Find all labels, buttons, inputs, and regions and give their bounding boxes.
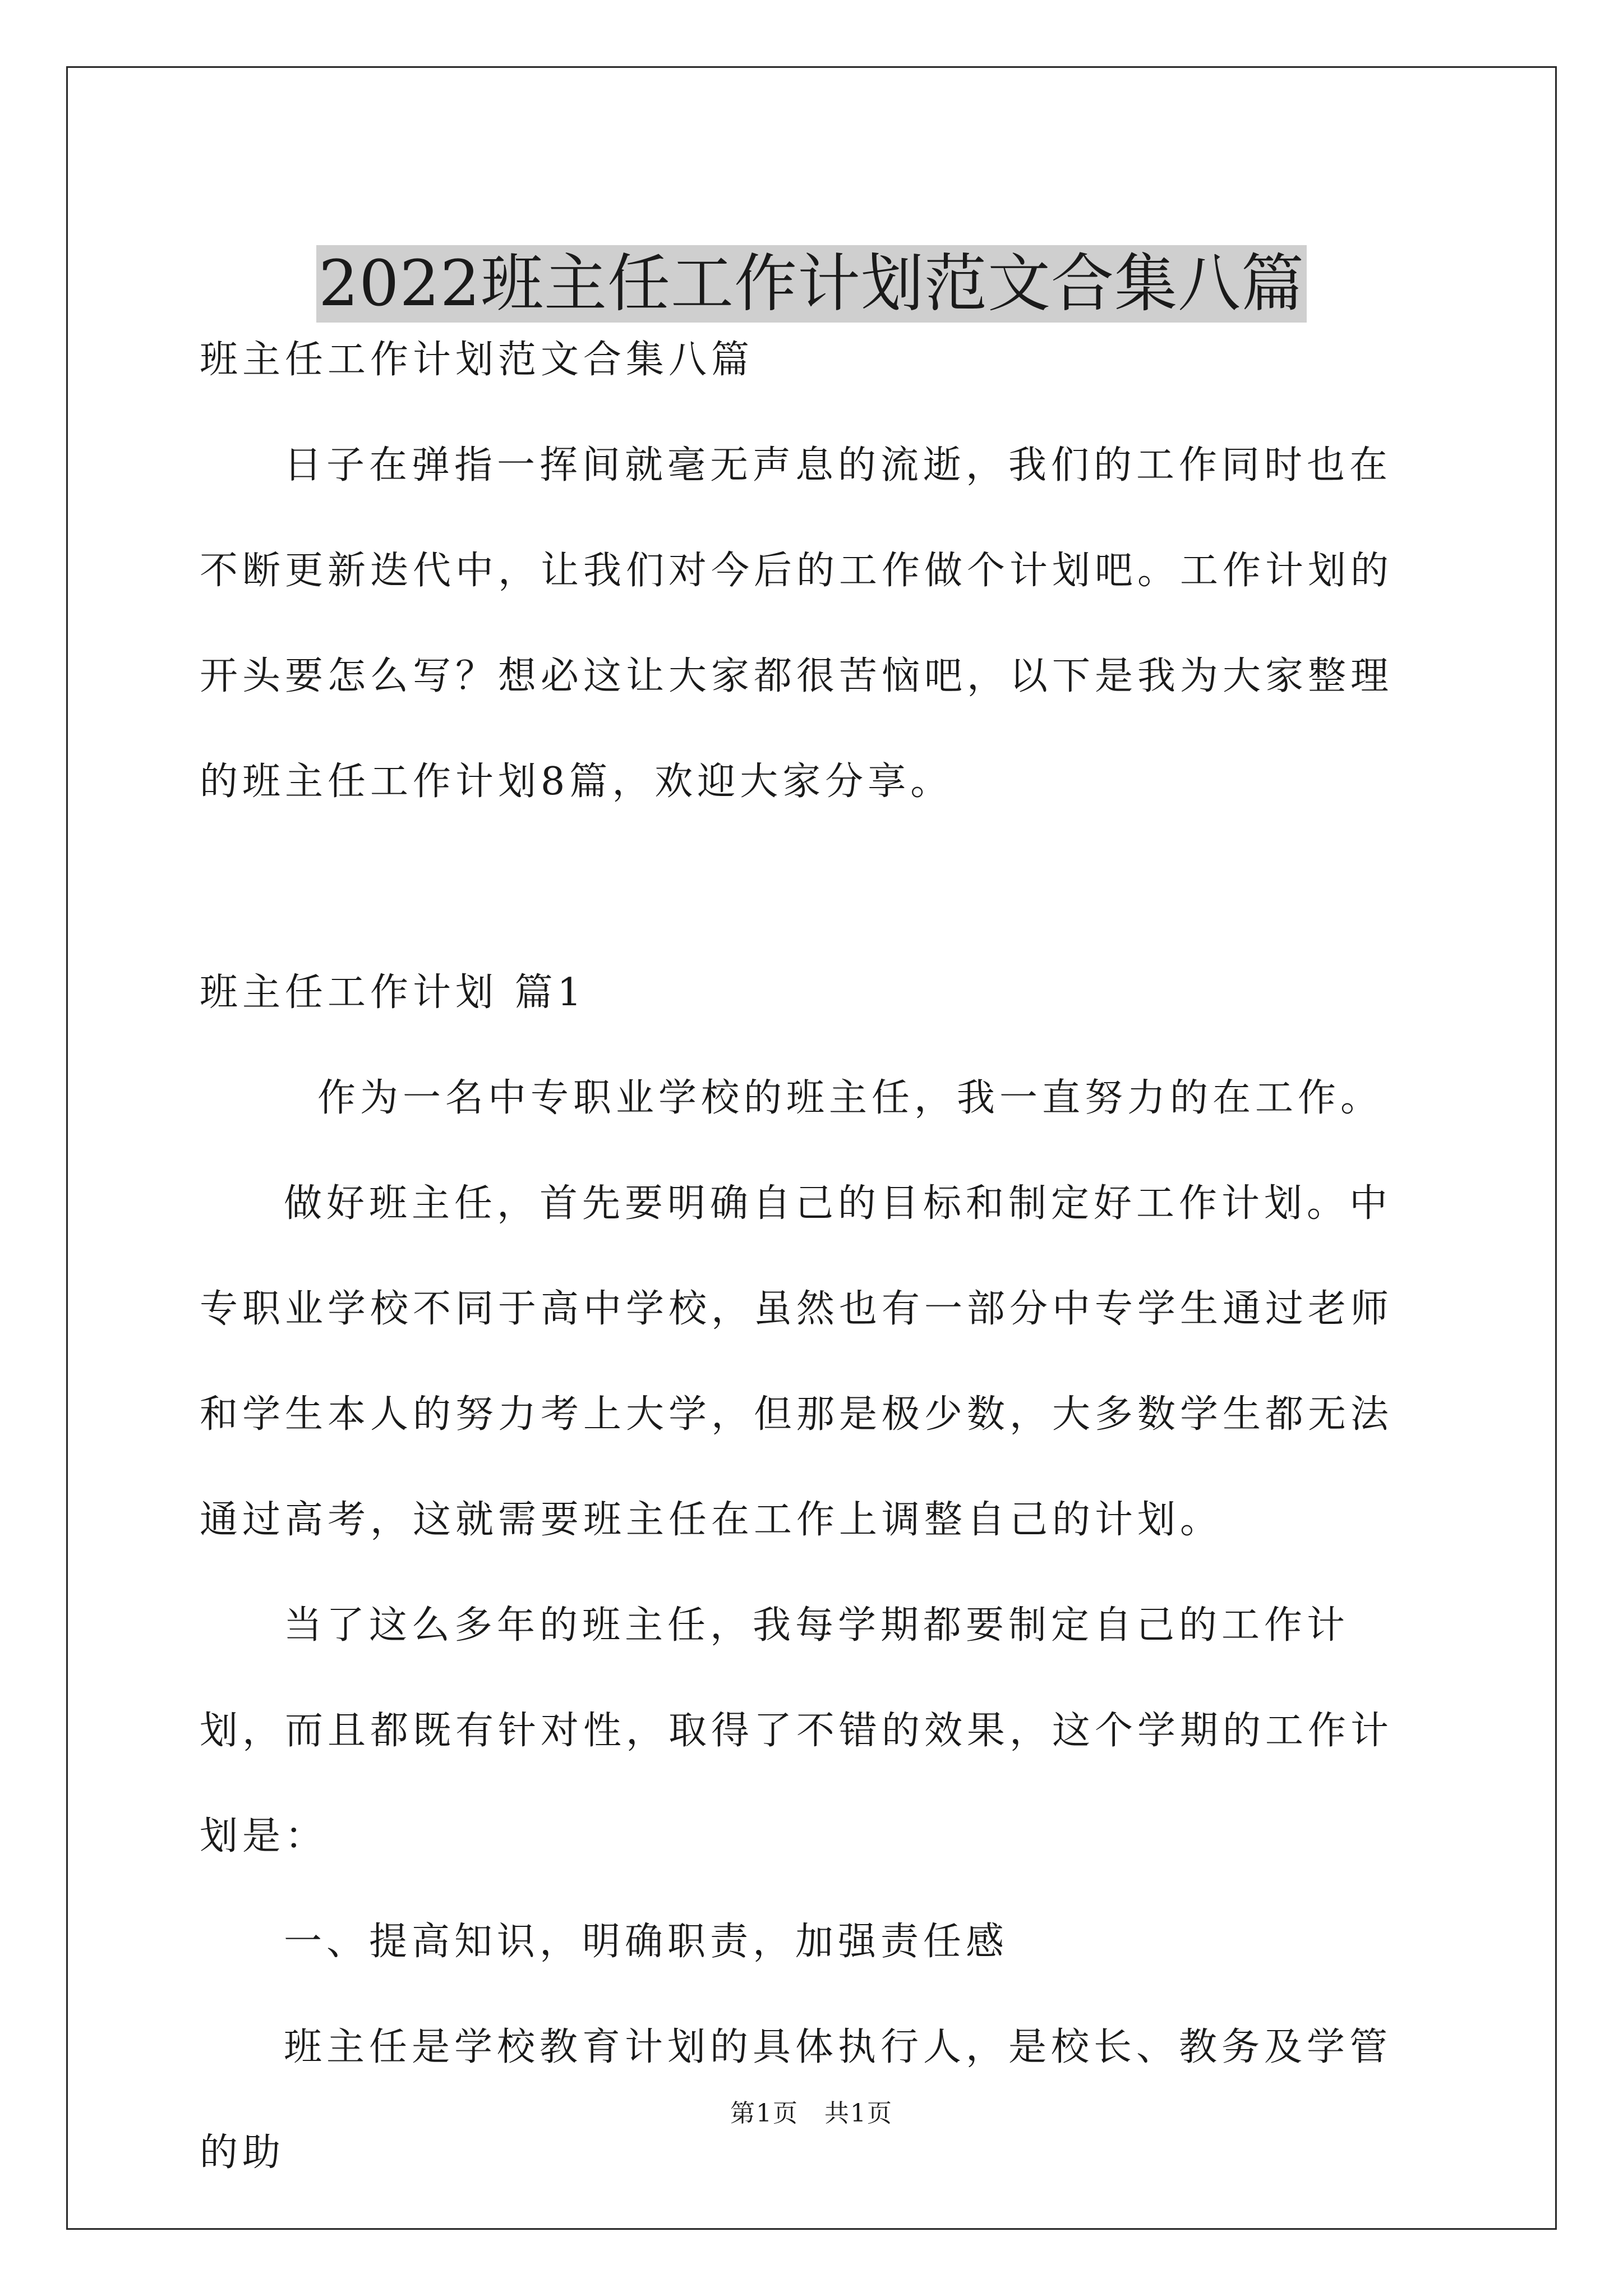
paragraph: 做好班主任，首先要明确自己的目标和制定好工作计划。中专职业学校不同于高中学校，虽然也有一部分中专学生通过老师和学生本人的努力考上大学，但那是极少数，大多数学生都无法通过高考，这就需要班主任在工作上调整自己的计划。 <box>200 1181 1394 1542</box>
paragraph-intro: 日子在弹指一挥间就毫无声息的流逝，我们的工作同时也在不断更新迭代中，让我们对今后的工作做个计划吧。工作计划的开头要怎么写？想必这让大家都很苦恼吧，以下是我为大家整理的班主任工作计划8篇，欢迎大家分享。 <box>200 443 1394 804</box>
spacer <box>200 835 1428 940</box>
section-heading: 班主任工作计划 篇1 <box>200 970 586 1015</box>
paragraph: 当了这么多年的班主任，我每学期都要制定自己的工作计划，而且都既有针对性，取得了不错的效果，这个学期的工作计划是： <box>200 1603 1394 1858</box>
paragraph: 班主任是学校教育计划的具体执行人，是校长、教务及学管的助 <box>200 2025 1393 2175</box>
document-title: 2022班主任工作计划范文合集八篇 <box>316 245 1307 323</box>
list-heading: 一、提高知识，明确职责，加强责任感 <box>284 1920 1009 1964</box>
page-footer: 第1页 共1页 <box>730 2099 893 2128</box>
document-body <box>200 307 1428 2206</box>
paragraph: 作为一名中专职业学校的班主任，我一直努力的在工作。 <box>317 1076 1384 1120</box>
paragraph-subtitle: 班主任工作计划范文合集八篇 <box>200 338 754 382</box>
